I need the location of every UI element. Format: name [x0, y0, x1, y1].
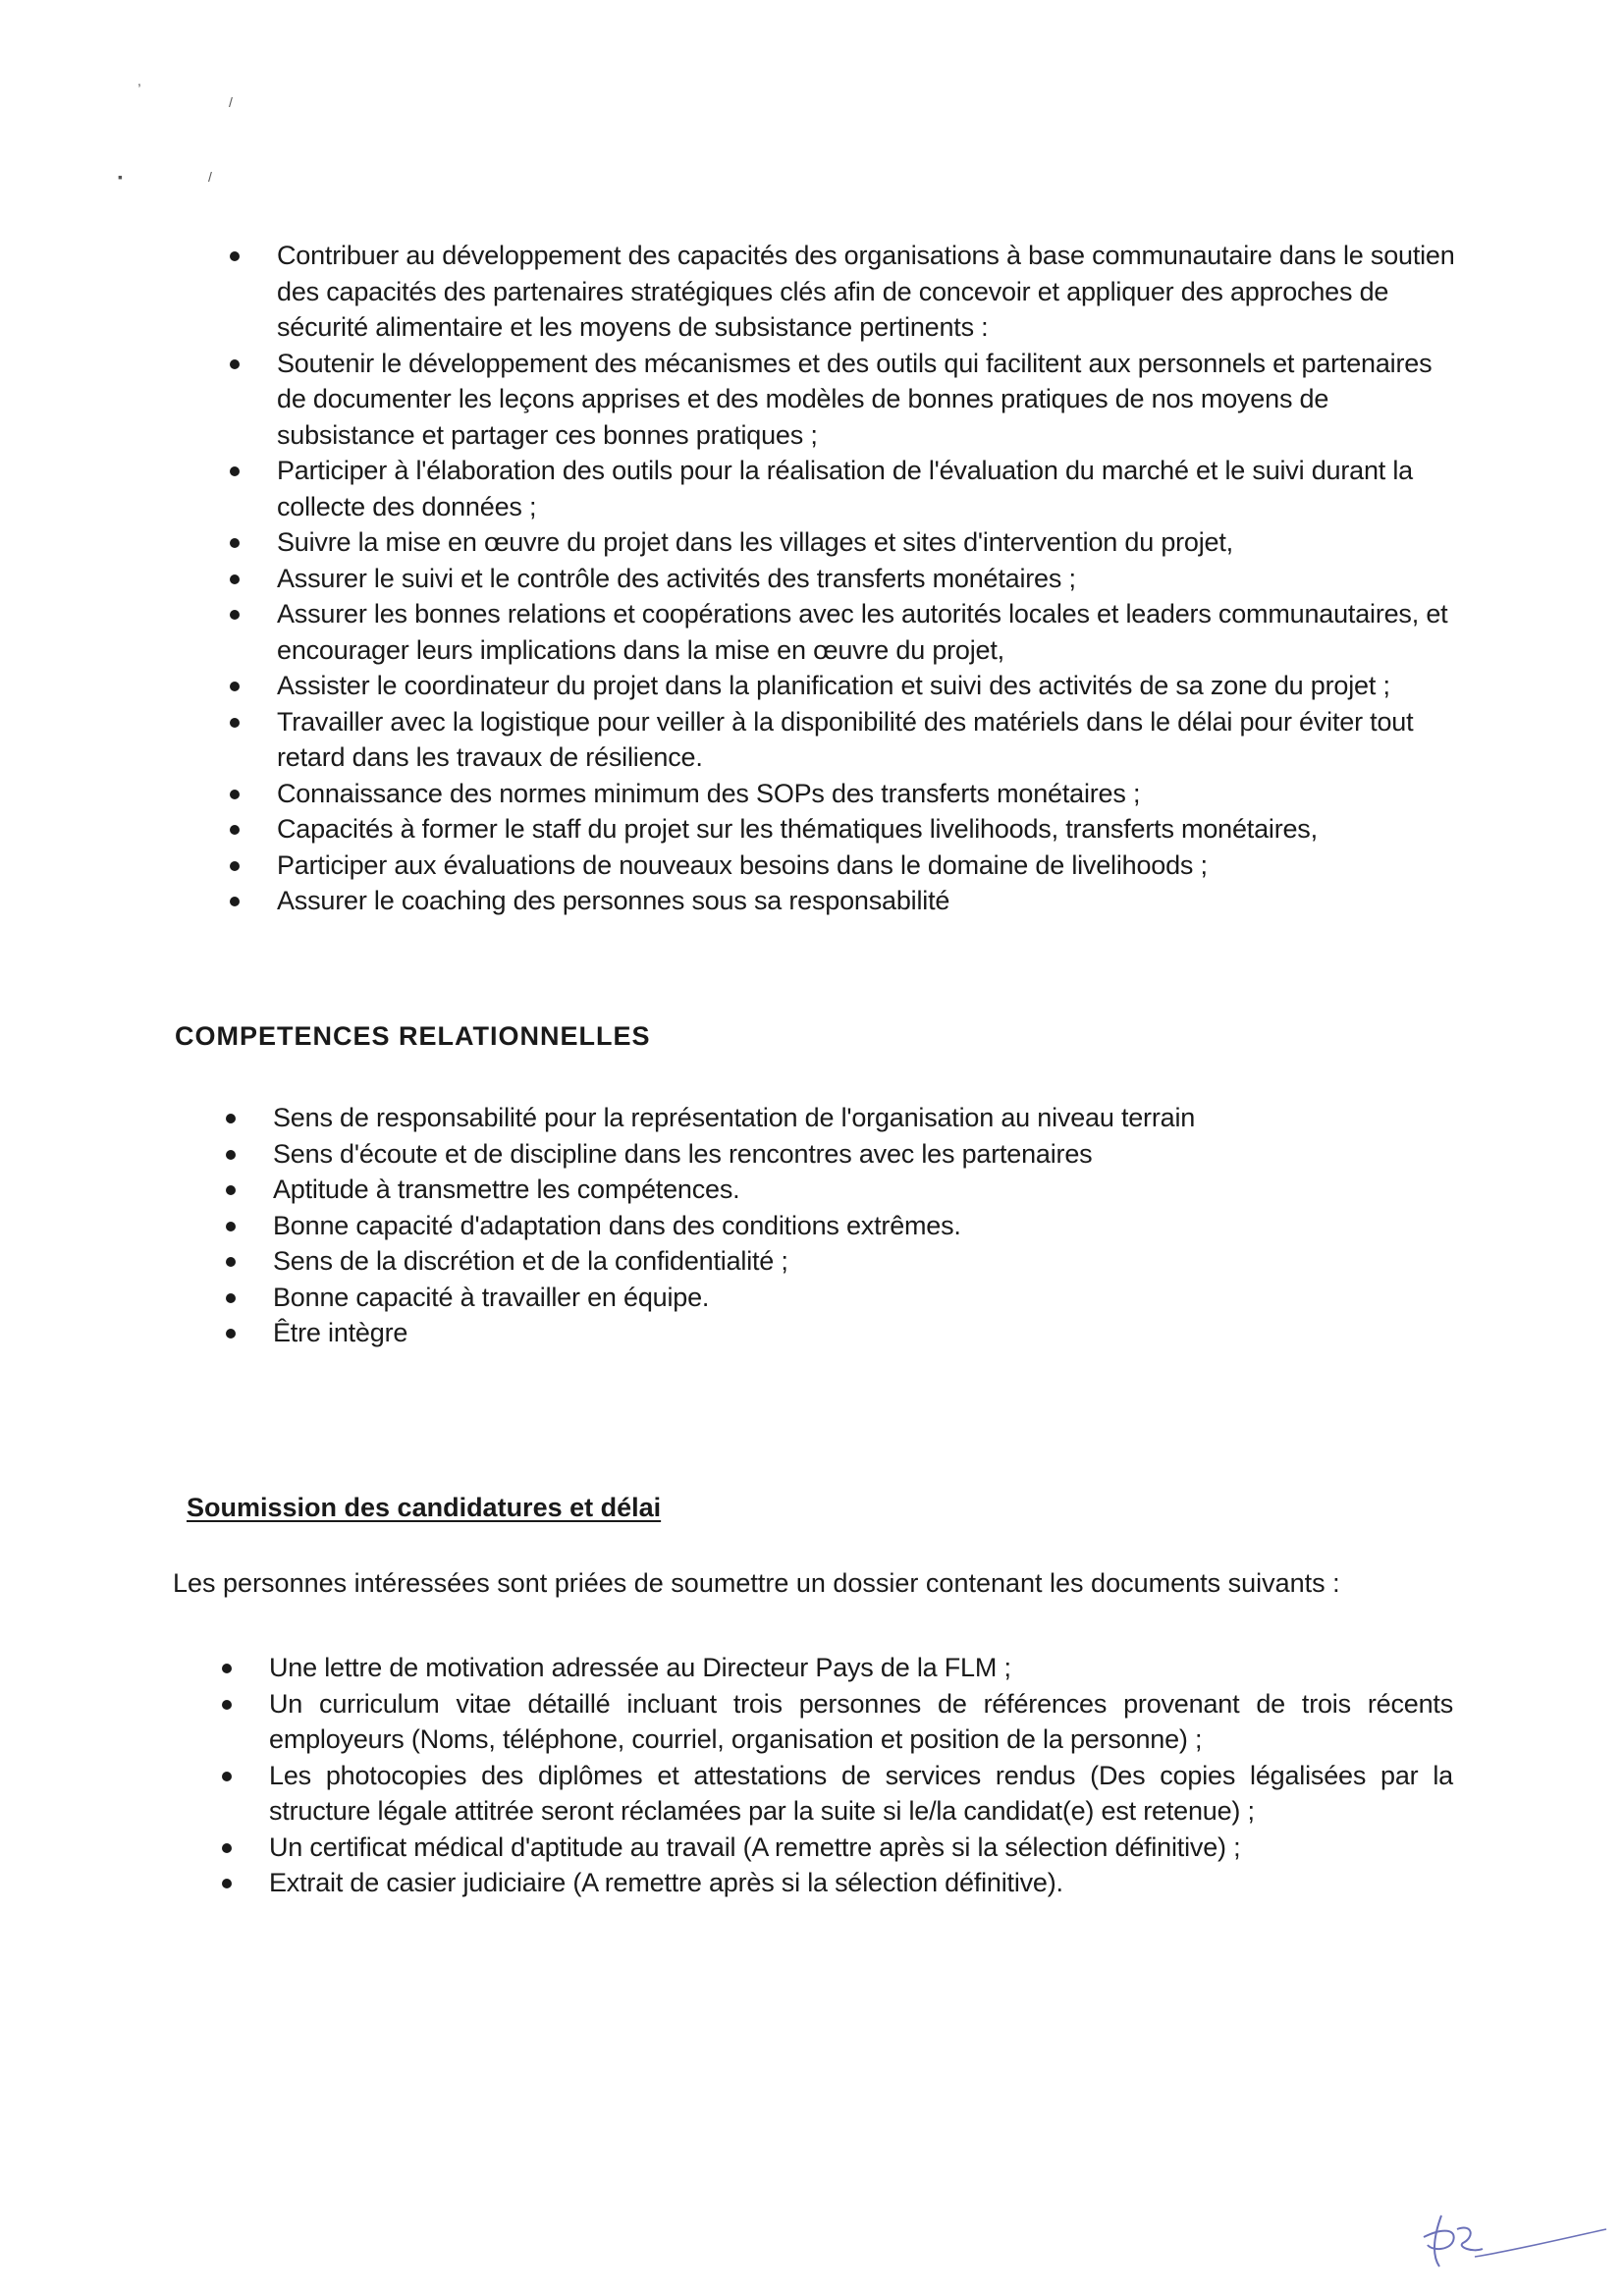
- list-item-text: Un certificat médical d'aptitude au travail (A remettre après si la sélection définitive) ;: [269, 1831, 1241, 1862]
- list-item-text: Contribuer au développement des capacités des organisations à base communautaire dans le soutien des capacités des partenaires stratégiques clés afin de concevoir et appliquer des approches de sécurité alimentaire et les moyens de subsistance pertinents :: [277, 241, 1455, 342]
- bullet-icon: [226, 1293, 236, 1303]
- list-item: [230, 668, 1461, 704]
- bullet-icon: [226, 1222, 236, 1231]
- list-item: [230, 346, 1461, 454]
- list-item: [230, 238, 1461, 346]
- section-heading-soumission: Soumission des candidatures et délai: [187, 1493, 662, 1522]
- bullet-icon: [226, 1257, 236, 1267]
- scan-speck: ,: [137, 73, 141, 88]
- bullet-icon: [230, 538, 240, 548]
- list-item: [226, 1172, 1457, 1208]
- list-item: [230, 883, 1461, 919]
- list-item: [230, 776, 1461, 812]
- list-item-text: Bonne capacité à travailler en équipe.: [273, 1282, 710, 1312]
- bullet-icon: [230, 682, 240, 691]
- list-item-text: Participer aux évaluations de nouveaux besoins dans le domaine de livelihoods ;: [277, 849, 1208, 880]
- bullet-icon: [222, 1664, 232, 1673]
- bullet-icon: [226, 1150, 236, 1160]
- soumission-intro: Les personnes intéressées sont priées de soumettre un dossier contenant les documents suivants :: [173, 1568, 1340, 1598]
- list-item: [230, 704, 1461, 776]
- list-item: [222, 1758, 1453, 1830]
- list-item-text: Assurer le coaching des personnes sous sa responsabilité: [277, 886, 950, 915]
- list-item-text: Bonne capacité d'adaptation dans des conditions extrêmes.: [273, 1210, 961, 1240]
- bullet-icon: [222, 1879, 232, 1888]
- list-item-text: Soutenir le développement des mécanismes et des outils qui facilitent aux personnels et partenaires de documenter les leçons apprises et des modèles de bonnes pratiques de nos moyens de subsistance et partager ces bonnes pratiques ;: [277, 348, 1433, 450]
- list-item: [222, 1830, 1453, 1866]
- list-item-text: Sens d'écoute et de discipline dans les rencontres avec les partenaires: [273, 1138, 1093, 1169]
- list-item: [226, 1243, 1457, 1280]
- signature-initials: [1414, 2208, 1610, 2276]
- list-item-text: Connaissance des normes minimum des SOPs des transferts monétaires ;: [277, 778, 1141, 808]
- bullet-icon: [230, 790, 240, 799]
- scan-speck: ▪: [118, 169, 123, 185]
- list-item-text: Capacités à former le staff du projet sur les thématiques livelihoods, transferts monétaires,: [277, 814, 1318, 844]
- list-item: [226, 1280, 1457, 1316]
- bullet-icon: [230, 574, 240, 584]
- list-item: [222, 1686, 1453, 1758]
- list-item-text: Extrait de casier judiciaire (A remettre après si la sélection définitive).: [269, 1868, 1063, 1897]
- bullet-icon: [230, 251, 240, 261]
- list-item-text: Sens de responsabilité pour la représentation de l'organisation au niveau terrain: [273, 1103, 1196, 1132]
- list-item: [230, 847, 1461, 884]
- list-item-text: Assurer les bonnes relations et coopérations avec les autorités locales et leaders communautaires, et encourager leurs implications dans la mise en œuvre du projet,: [277, 599, 1448, 665]
- bullet-icon: [230, 861, 240, 871]
- list-item: [226, 1100, 1457, 1136]
- bullet-icon: [222, 1843, 232, 1853]
- section-heading-competences: COMPETENCES RELATIONNELLES: [175, 1021, 651, 1051]
- scan-speck: /: [229, 94, 233, 110]
- competences-list: [226, 1100, 1457, 1351]
- list-item: [226, 1315, 1457, 1351]
- list-item-text: Travailler avec la logistique pour veiller à la disponibilité des matériels dans le délai pour éviter tout retard dans les travaux de résilience.: [277, 706, 1414, 772]
- list-item: [226, 1136, 1457, 1173]
- responsibilities-list: [230, 238, 1461, 919]
- bullet-icon: [226, 1185, 236, 1195]
- list-item-text: Les photocopies des diplômes et attestations de services rendus (Des copies légalisées par la structure légale attitrée seront réclamées par la suite si le/la candidat(e) est retenue) ;: [269, 1760, 1453, 1826]
- list-item: [222, 1865, 1453, 1901]
- bullet-icon: [222, 1772, 232, 1781]
- bullet-icon: [226, 1329, 236, 1339]
- list-item-text: Être intègre: [273, 1318, 408, 1347]
- list-item-text: Aptitude à transmettre les compétences.: [273, 1175, 740, 1204]
- list-item: [226, 1208, 1457, 1244]
- list-item-text: Un curriculum vitae détaillé incluant trois personnes de références provenant de trois récents employeurs (Noms, téléphone, courriel, organisation et position de la personne) ;: [269, 1688, 1453, 1754]
- bullet-icon: [230, 359, 240, 369]
- list-item: [230, 453, 1461, 524]
- list-item: [230, 561, 1461, 597]
- list-item-text: Assurer le suivi et le contrôle des activités des transferts monétaires ;: [277, 563, 1076, 593]
- bullet-icon: [230, 718, 240, 728]
- list-item: [222, 1650, 1453, 1686]
- bullet-icon: [226, 1114, 236, 1123]
- list-item-text: Suivre la mise en œuvre du projet dans les villages et sites d'intervention du projet,: [277, 527, 1233, 557]
- bullet-icon: [230, 466, 240, 476]
- scan-speck: /: [208, 169, 212, 185]
- bullet-icon: [230, 825, 240, 835]
- list-item: [230, 524, 1461, 561]
- list-item: [230, 811, 1461, 847]
- list-item-text: Une lettre de motivation adressée au Directeur Pays de la FLM ;: [269, 1653, 1011, 1682]
- list-item: [230, 596, 1461, 668]
- bullet-icon: [222, 1700, 232, 1710]
- list-item-text: Assister le coordinateur du projet dans la planification et suivi des activités de sa zone du projet ;: [277, 671, 1390, 700]
- bullet-icon: [230, 610, 240, 620]
- documents-list: [222, 1650, 1453, 1901]
- list-item-text: Participer à l'élaboration des outils pour la réalisation de l'évaluation du marché et le suivi durant la collecte des données ;: [277, 456, 1413, 521]
- bullet-icon: [230, 897, 240, 906]
- list-item-text: Sens de la discrétion et de la confidentialité ;: [273, 1246, 788, 1276]
